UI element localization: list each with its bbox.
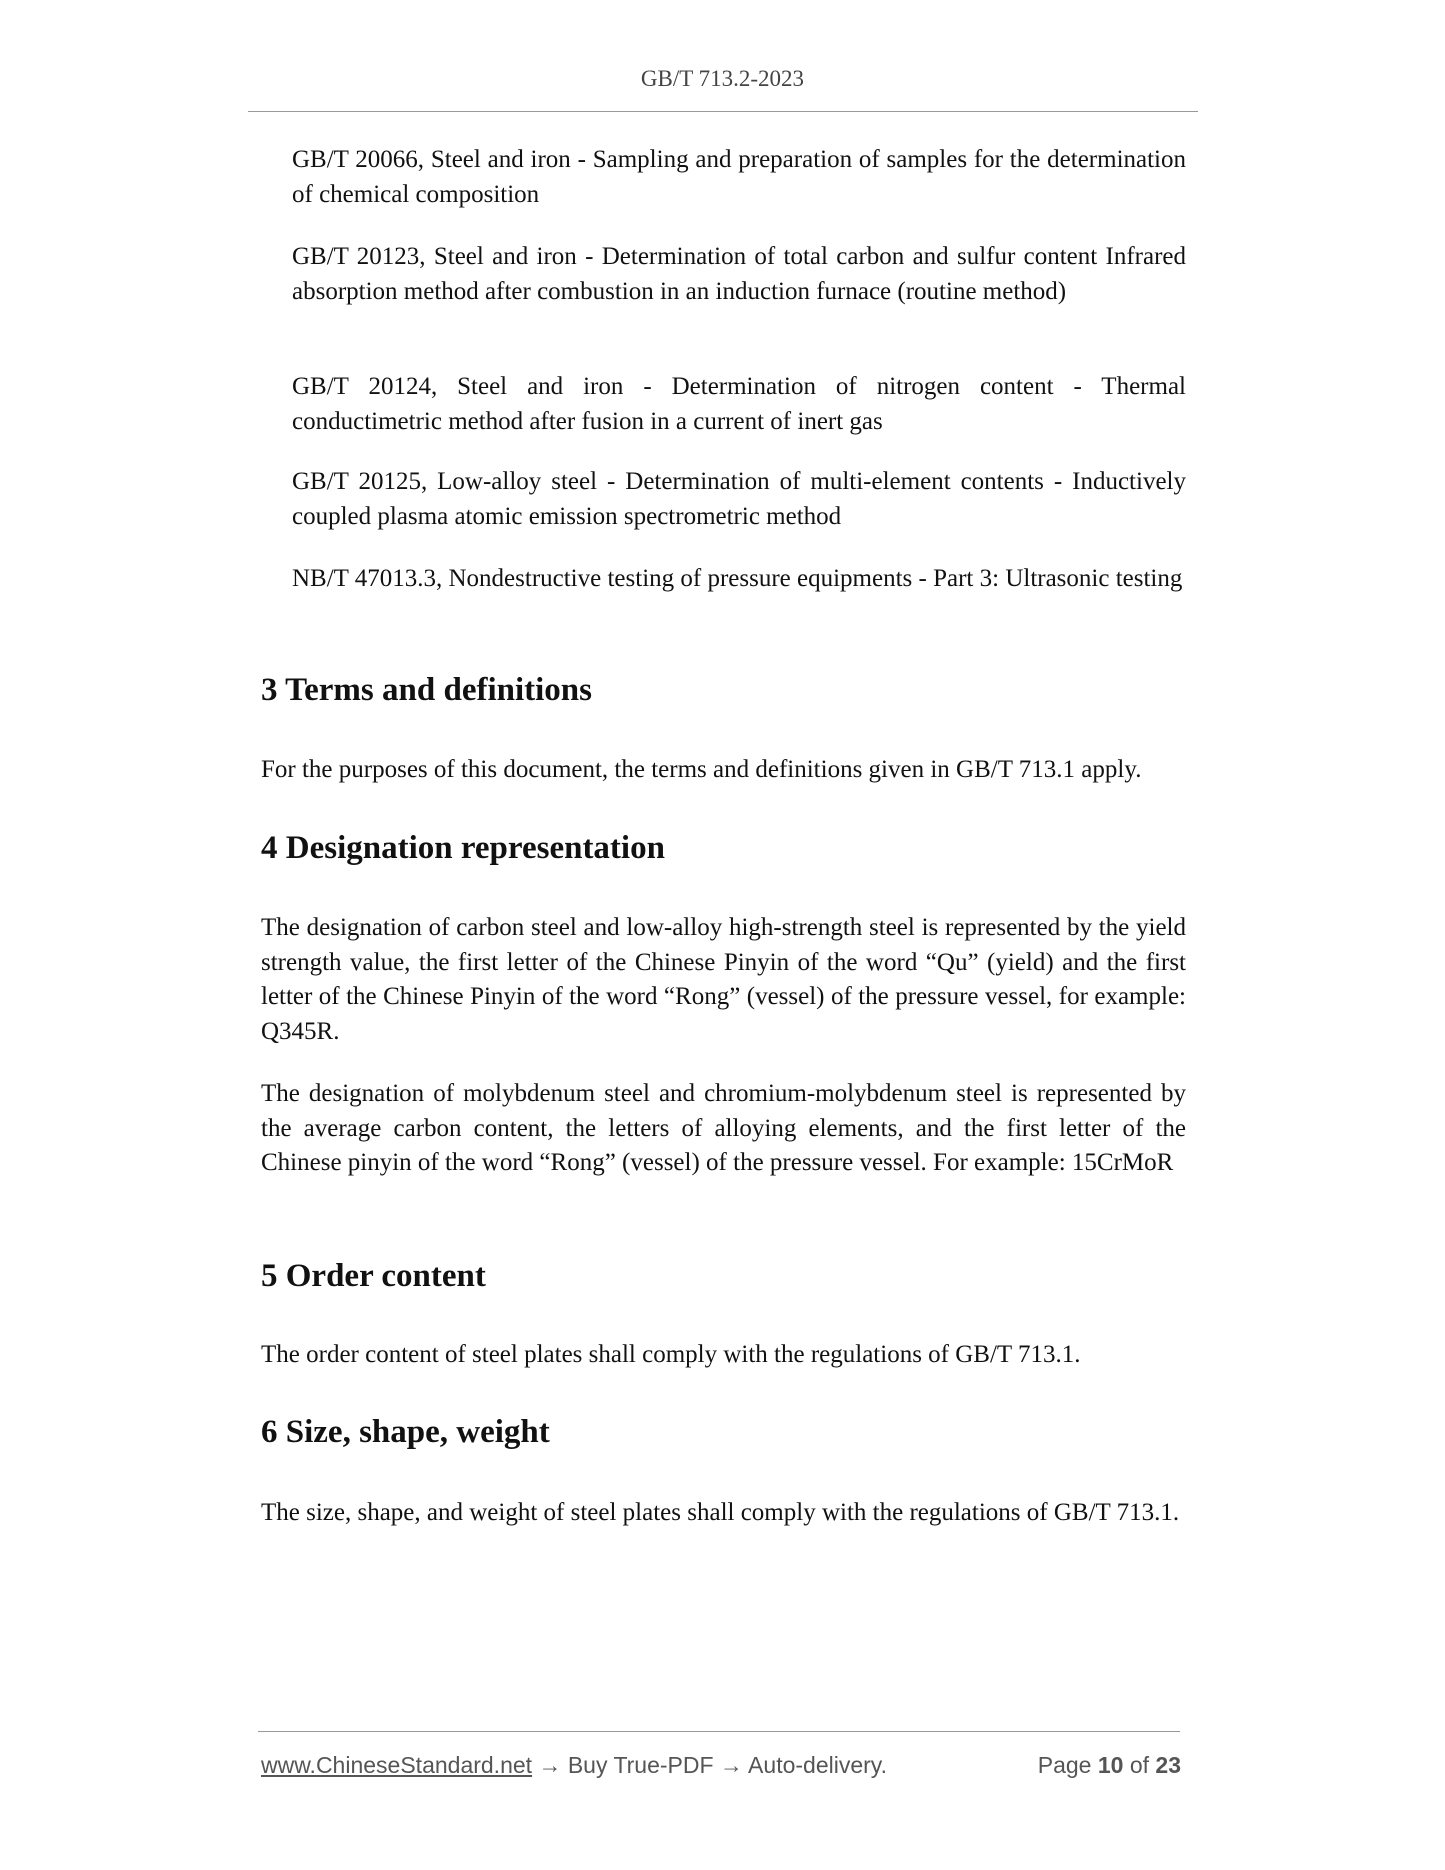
footer-divider	[258, 1731, 1180, 1732]
page-label: Page	[1037, 1752, 1092, 1778]
reference-item: GB/T 20124, Steel and iron - Determination of nitrogen content - Thermal conductimetric method after fusion in a current of inert gas	[292, 373, 1186, 435]
page-of: of	[1129, 1752, 1150, 1778]
paragraph: The designation of carbon steel and low-alloy high-strength steel is represented by the yield strength value, the first letter of the Chinese Pinyin of the word “Qu” (yield) and the first letter of the Chinese Pinyin of the word “Rong” (vessel) of the pressure vessel, for example: Q345R.	[261, 914, 1186, 1045]
footer-text: → Buy True-PDF → Auto-delivery.	[532, 1752, 887, 1778]
section-heading: 6 Size, shape, weight	[261, 1414, 550, 1450]
section-heading: 4 Designation representation	[261, 830, 665, 866]
reference-item: GB/T 20125, Low-alloy steel - Determination of multi-element contents - Inductively coupled plasma atomic emission spectrometric method	[292, 468, 1186, 530]
paragraph: The order content of steel plates shall comply with the regulations of GB/T 713.1.	[261, 1341, 1081, 1368]
page-indicator	[1038, 1752, 1181, 1779]
paragraph: The size, shape, and weight of steel plates shall comply with the regulations of GB/T 713.1.	[261, 1499, 1180, 1526]
footer	[261, 1752, 1181, 1779]
section-heading: 5 Order content	[261, 1258, 486, 1294]
reference-item: GB/T 20066, Steel and iron - Sampling and preparation of samples for the determination of chemical composition	[292, 146, 1186, 208]
reference-item: NB/T 47013.3, Nondestructive testing of pressure equipments - Part 3: Ultrasonic testing	[292, 565, 1183, 592]
section-heading: 3 Terms and definitions	[261, 672, 592, 708]
paragraph: The designation of molybdenum steel and chromium-molybdenum steel is represented by the average carbon content, the letters of alloying elements, and the first letter of the Chinese pinyin of the word “Rong” (vessel) of the pressure vessel. For example: 15CrMoR	[261, 1080, 1186, 1177]
paragraph: For the purposes of this document, the terms and definitions given in GB/T 713.1 apply.	[261, 756, 1142, 783]
page-total: 23	[1155, 1752, 1181, 1778]
reference-item: GB/T 20123, Steel and iron - Determination of total carbon and sulfur content Infrared absorption method after combustion in an induction furnace (routine method)	[292, 243, 1186, 305]
header-divider	[248, 111, 1198, 112]
running-header: GB/T 713.2-2023	[640, 66, 805, 91]
page-number: 10	[1097, 1752, 1124, 1778]
website-link[interactable]: www.ChineseStandard.net	[261, 1752, 533, 1778]
